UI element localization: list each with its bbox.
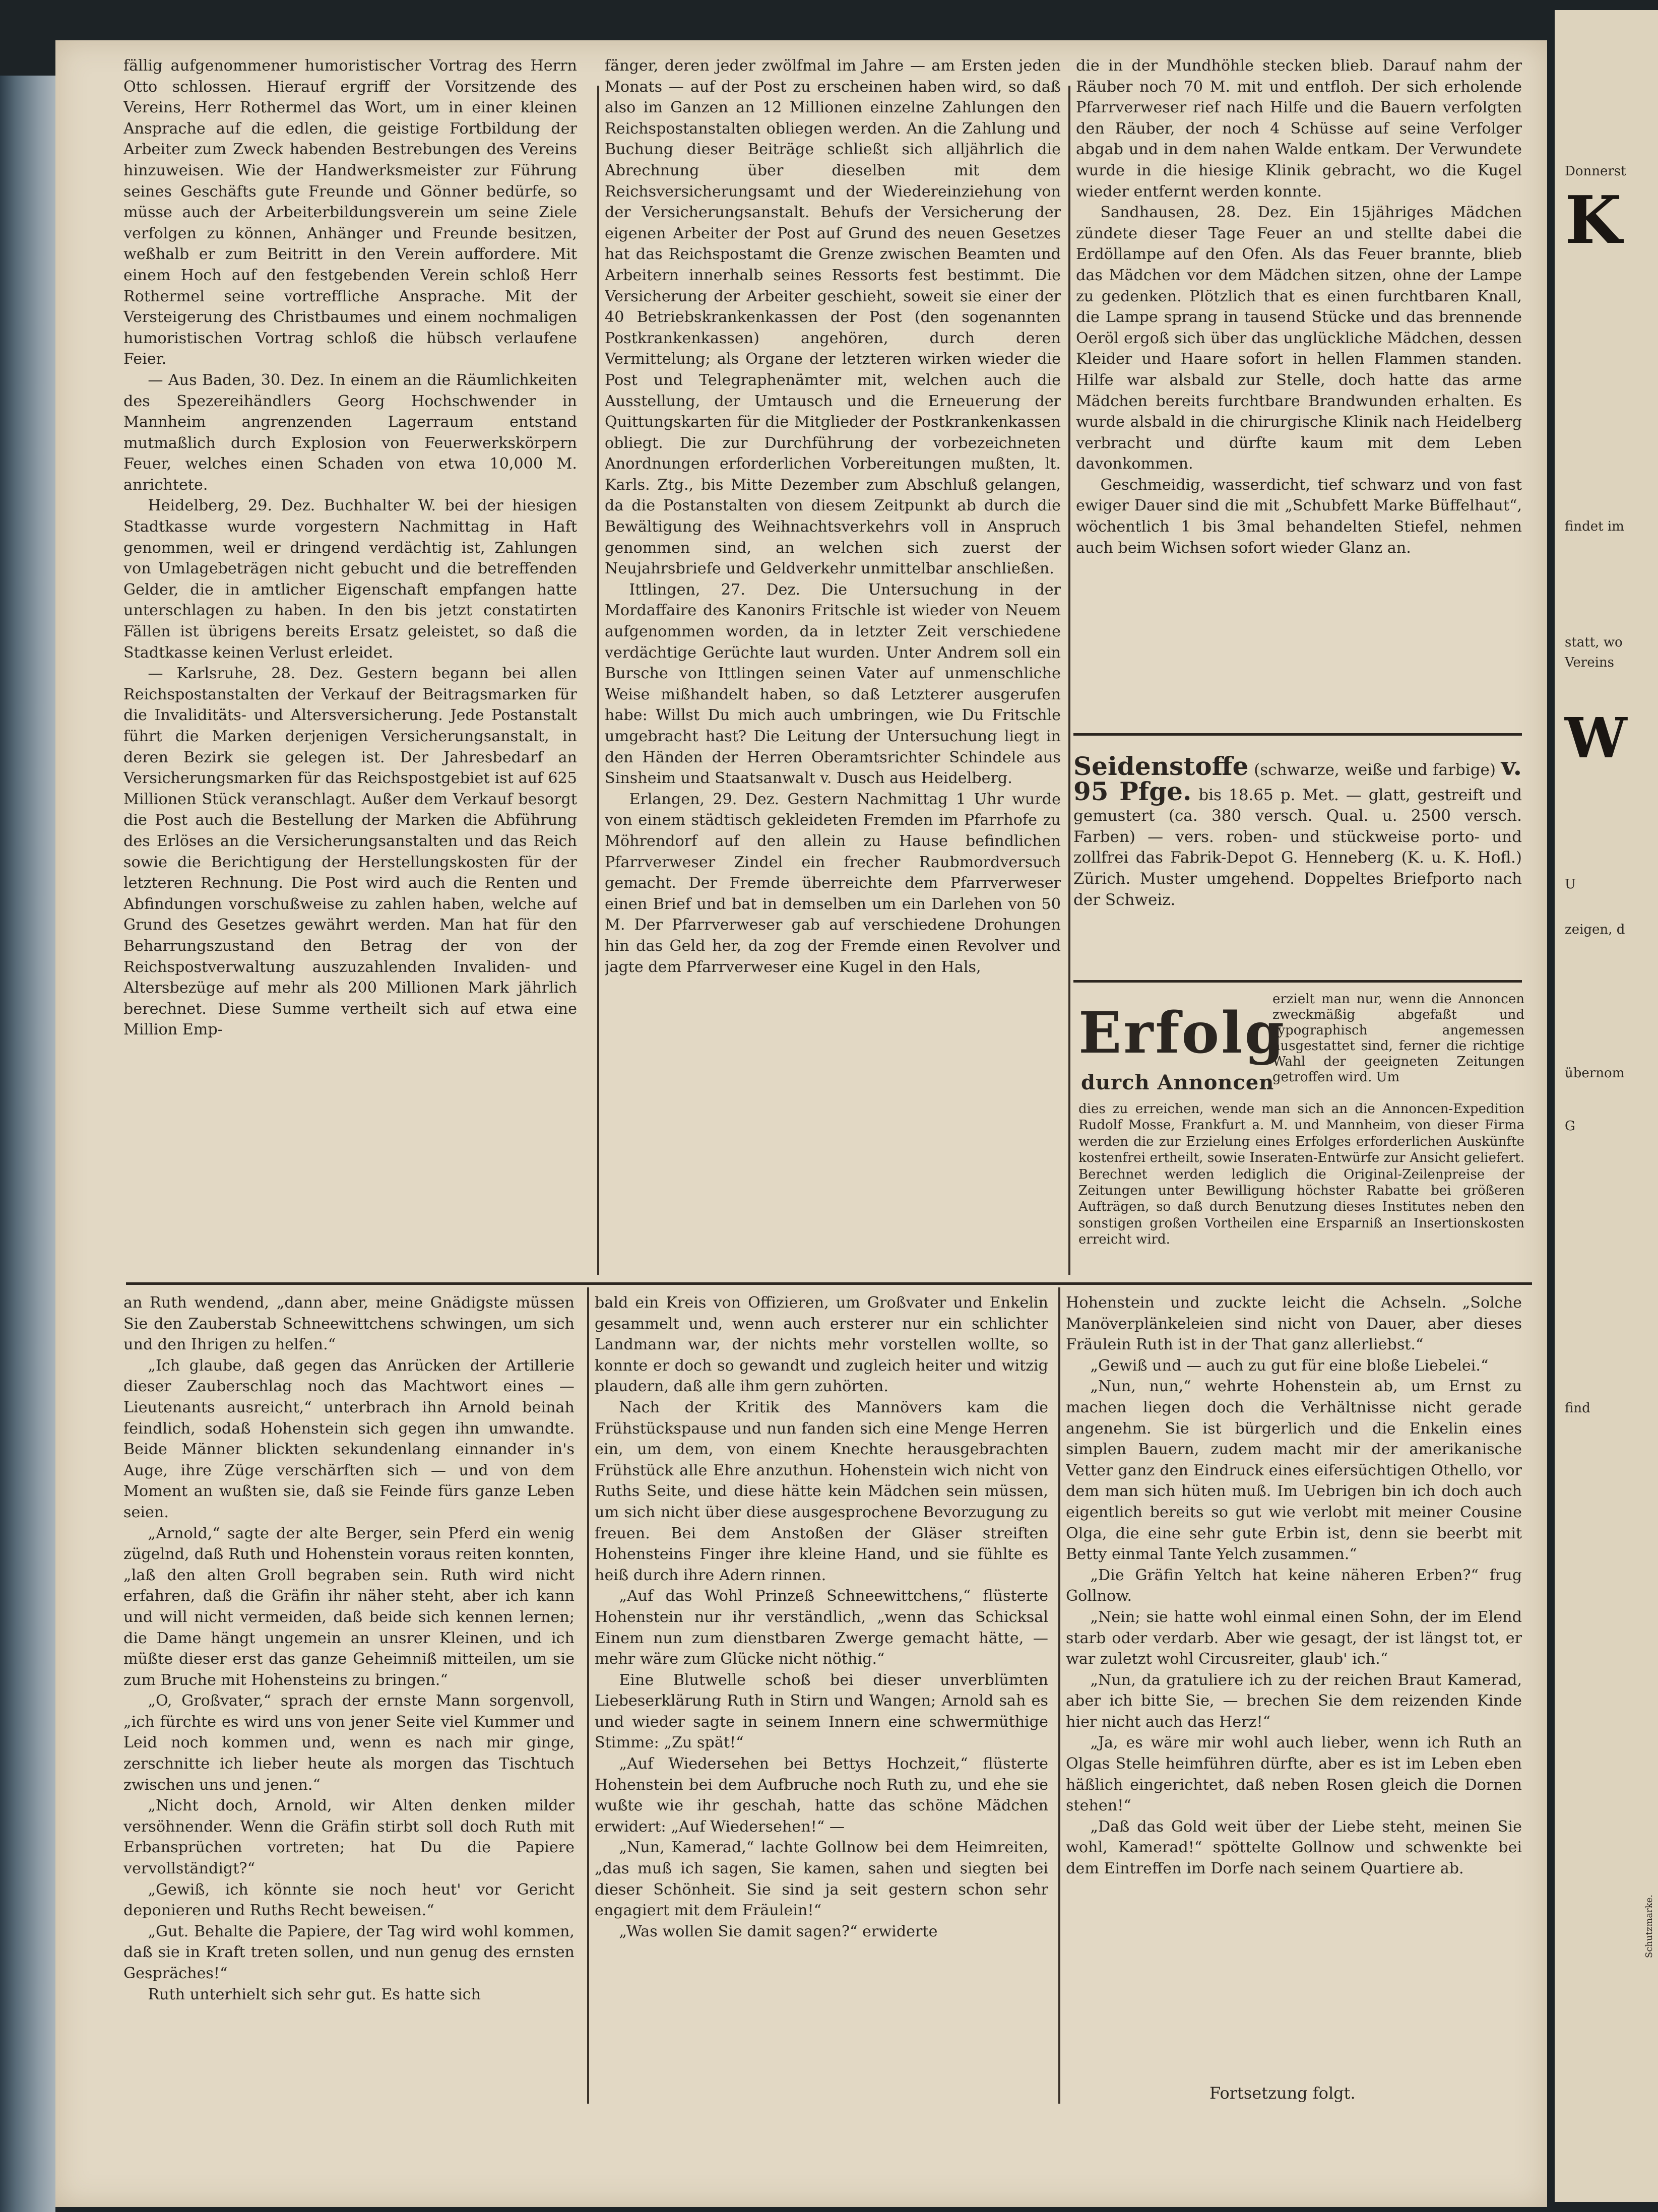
adjacent-page-fragment: U [1565,877,1576,892]
story-paragraph: bald ein Kreis von Offizieren, um Großvater und Enkelin gesammelt und, wenn auch ersterer nur ein schlichter Landmann war, der nichts mehr vorstellen wollte, so konnte er doch so gewandt und zugleich heiter und witzig plaudern, daß alle ihm gern zuhörten. [595,1294,1048,1396]
article-paragraph: — Aus Baden, 30. Dez. In einem an die Räumlichkeiten des Spezereihändlers Georg Hochschwender in Mannheim angrenzenden Lagerraum entstand mutmaßlich durch Explosion von Feuerwerkskörpern Feuer, welches einen Schaden von etwa 10,000 M. anrichtete. [123,371,577,494]
feuilleton-column-1 [123,1292,575,2109]
book-binding [0,76,55,2212]
story-paragraph: „Ich glaube, daß gegen das Anrücken der Artillerie dieser Zauberschlag noch das Machtwort eines — Lieutenants ausreicht,“ unterbrach ihn Arnold beinah feindlich, sodaß Hohenstein sich gegen ihn umwandte. Beide Männer blickten sekundenlang einnander in's Auge, ihre Züge verschärften sich — und von dem Moment an wußten sie, daß sie Feinde fürs ganze Leben seien. [123,1356,575,1521]
ad-title-note: (schwarze, weiße und farbige) [1254,761,1496,779]
story-paragraph: „Arnold,“ sagte der alte Berger, sein Pferd ein wenig zügelnd, daß Ruth und Hohenstein voraus reiten konnten, „laß den alten Groll begraben sein. Ruth wird nicht erfahren, daß die Gräfin ihr näher steht, aber ich kann und will nicht vermeiden, daß beide sich kennen lernen; die Dame hängt ungemein an unsrer Kleinen, und ich müßte dieser erst das ganze Geheimniß mitteilen, um sie zum Bruche mit Hohensteins zu bringen.“ [123,1524,575,1689]
story-paragraph: „Auf Wiedersehen bei Bettys Hochzeit,“ flüsterte Hohenstein bei dem Aufbruche noch Ruth zu, und ehe sie wußte wie ihr geschah, hatte das schöne Mädchen erwidert: „Auf Wiedersehen!“ — [595,1755,1048,1836]
story-paragraph: „Was wollen Sie damit sagen?“ erwiderte [619,1922,938,1940]
adjacent-page-fragment: find [1565,1401,1590,1416]
ad-erfolg-title: Erfolg [1078,1000,1287,1066]
story-paragraph: Hohenstein und zuckte leicht die Achseln. „Solche Manöverplänkeleien sind nicht von Dauer, aber dieses Fräulein Ruth ist in der That ganz allerliebst.“ [1066,1294,1522,1354]
article-paragraph: — Karlsruhe, 28. Dez. Gestern begann bei allen Reichspostanstalten der Verkauf der Beitragsmarken für die Invaliditäts- und Altersversicherung. Jede Postanstalt führt die Marken derjenigen Versicherungsanstalt, in deren Bezirk sie gelegen ist. Der Jahresbedarf an Versicherungsmarken für das Reichspostgebiet ist auf 625 Millionen Stück veranschlagt. Außer dem Verkauf besorgt die Post auch die Bestellung der Marken die Abführung des Erlöses an die Versicherungsanstalten und das Reich sowie die Berichtigung der Herstellungskosten für der letzteren Rechnung. Die Post wird auch die Renten und Abfindungen vorschußweise zu zahlen haben, welche auf Grund des Gesetzes gewährt werden. Man hat für den Beharrungszustand den Betrag der von der Reichspostverwaltung auszuzahlenden Invaliden- und Altersbezüge auf mehr als 200 Millionen Mark jährlich berechnet. Diese Summe vertheilt sich auf etwa eine Million Emp- [123,665,577,1039]
news-column-2 [605,55,1061,1280]
news-column-3 [1076,55,1522,726]
adjacent-page-fragment: übernom [1565,1066,1625,1081]
column-rule [597,86,599,1275]
article-paragraph: Heidelberg, 29. Dez. Buchhalter W. bei der hiesigen Stadtkasse wurde vorgestern Nachmittag in Haft genommen, weil er dringend verdächtig ist, Zahlungen von Umlagebeträgen nicht gebucht und die betreffenden Gelder, die in amtlicher Eigenschaft empfangen hatte unterschlagen zu haben. In den bis jetzt constatirten Fällen ist übrigens bereits Ersatz geleistet, so daß die Stadtkasse keinen Verlust erleidet. [123,497,577,662]
story-paragraph: „Nein; sie hatte wohl einmal einen Sohn, der im Elend starb oder verdarb. Aber wie gesagt, der ist längst tot, er war zuletzt wohl Circusreiter, glaub' ich.“ [1066,1608,1522,1668]
continuation-note: Fortsetzung folgt. [1209,2084,1356,2103]
story-paragraph: „Nun, da gratuliere ich zu der reichen Braut Kamerad, aber ich bitte Sie, — brechen Sie dem reizenden Kinde hier nicht auch das Herz!“ [1066,1671,1522,1731]
ad-erfolg-text: dies zu erreichen, wende man sich an die Annoncen-Expedition Rudolf Mosse, Frankfurt a. M. und Mannheim, von dieser Firma werden die zur Erzielung eines Erfolges erforderlichen Auskünfte kostenfrei ertheilt, sowie Inseraten-Entwürfe zur Ansicht geliefert. Berechnet werden lediglich die Original-Zeilenpreise der Zeitungen unter Bewilligung höchster Rabatte bei größeren Aufträgen, so daß durch Benutzung dieses Institutes neben den sonstigen großen Vortheilen eine Ersparniß an Insertionskosten erreicht wird. [1078,1101,1524,1248]
feuilleton-column-3 [1066,1292,1522,2068]
article-paragraph: Sandhausen, 28. Dez. Ein 15jähriges Mädchen zündete dieser Tage Feuer an und stellte dabei die Erdöllampe auf den Ofen. Als das Feuer brannte, blieb das Mädchen vor dem Mädchen sitzen, ohne der Lampe zu gedenken. Plötzlich that es einen furchtbaren Knall, die Lampe sprang in tausend Stücke und das brennende Oeröl ergoß sich über das unglückliche Mädchen, dessen Kleider und Haare sofort in hellen Flammen standen. Hilfe war alsbald zur Stelle, doch hatte das arme Mädchen bereits furchtbare Brandwunden erhalten. Es wurde alsbald in die chirurgische Klinik nach Heidelberg verbracht und dürfte kaum mit dem Leben davonkommen. [1076,204,1522,473]
advertisement-text: Geschmeidig, wasserdicht, tief schwarz und von fast ewiger Dauer sind die mit „Schubfett Marke Büffelhaut“, wöchentlich 1 bis 3mal behandelten Stiefel, nehmen auch beim Wichsen sofort wieder Glanz an. [1076,476,1522,557]
adjacent-page-fragment: Schutzmarke. [1644,1895,1654,1958]
story-paragraph: „Daß das Gold weit über der Liebe steht, meinen Sie wohl, Kamerad!“ spöttelte Gollnow und schwenkte bei dem Eintreffen im Dorfe nach seinem Quartiere ab. [1066,1817,1522,1878]
news-column-1 [123,55,577,1280]
article-paragraph: die in der Mundhöhle stecken blieb. Darauf nahm der Räuber noch 70 M. mit und entfloh. Der sich erholende Pfarrverweser rief nach Hilfe und die Bauern verfolgten den Räuber, der noch 4 Schüsse auf seine Verfolger abgab und in dem nahen Walde entkam. Der Verwundete wurde in die hiesige Klinik gebracht, wo die Kugel wieder entfernt werden konnte. [1076,57,1522,201]
story-paragraph: „Nicht doch, Arnold, wir Alten denken milder versöhnender. Wenn die Gräfin stirbt soll doch Ruth mit Erbansprüchen vortreten; hat Du die Papiere vervollständigt?“ [123,1797,575,1878]
story-paragraph: „Gewiß, ich könnte sie noch heut' vor Gericht deponieren und Ruths Recht beweisen.“ [123,1880,575,1920]
ad-erfolg-subtitle: durch Annoncen [1081,1071,1274,1094]
story-paragraph: „Gewiß und — auch zu gut für eine bloße Liebelei.“ [1090,1356,1489,1375]
adjacent-page-fragment: statt, wo [1565,635,1623,650]
adjacent-page-fragment: findet im [1565,519,1624,534]
ad-price: v. 95 Pfge. [1073,751,1522,806]
story-paragraph: „Auf das Wohl Prinzeß Schneewittchens,“ flüsterte Hohenstein nur ihr verständlich, „wenn das Schicksal Einem nun zum dienstbaren Zwerge gemacht hätte, — mehr wäre zum Glücke nicht nöthig.“ [595,1587,1048,1668]
story-paragraph: „Nun, nun,“ wehrte Hohenstein ab, um Ernst zu machen liegen doch die Verhältnisse nicht gerade angenehm. Sie ist bürgerlich und die Enkelin eines simplen Bauern, zudem macht mir der amerikanische Vetter ganz den Eindruck eines eifersüchtigen Othello, vor dem man sich hüten muß. Im Uebrigen bin ich doch auch eigentlich bereits so gut wie verlobt mit meiner Cousine Olga, die eine sehr gute Erbin ist, denn sie beerbt mit Betty einmal Tante Yelch zusammen.“ [1066,1378,1522,1564]
column-rule [1068,86,1070,1275]
ad-erfolg-text: erzielt man nur, wenn die Annoncen zweckmäßig abgefaßt und typographisch angemessen ausgestattet sind, ferner die richtige Wahl der geeigneten Zeitungen getroffen wird. Um [1272,992,1524,1085]
adjacent-page-letter: W [1565,705,1627,770]
story-paragraph: „O, Großvater,“ sprach der ernste Mann sorgenvoll, „ich fürchte es wird uns von jener Seite viel Kummer und Leid noch kommen und, wenn es nach mir ginge, zerschnitte ich lieber heute als morgen das Tischtuch zwischen uns und jenen.“ [123,1692,575,1794]
ad-separator [1073,980,1522,983]
article-paragraph: fänger, deren jeder zwölfmal im Jahre — am Ersten jeden Monats — auf der Post zu erscheinen haben wird, so daß also im Ganzen an 12 Millionen einzelne Zahlungen den Reichspostanstalten obliegen werden. An die Zahlung und Buchung dieser Beiträge schließt sich alljährlich die Abrechnung über dieselben mit dem Reichsversicherungsamt und der Wiedereinziehung von der Versicherungsanstalt. Behufs der Versicherung der eigenen Arbeiter der Post auf Grund des neuen Gesetzes hat das Reichspostamt die Grenze zwischen Beamten und Arbeitern innerhalb seines Ressorts fest bestimmt. Die Versicherung der Arbeiter geschieht, soweit sie einer der 40 Betriebskrankenkassen der Post (den sogenannten Postkrankenkassen) angehören, durch deren Vermittelung; als Organe der letzteren wirken wieder die Post und Telegraphenämter mit, welchen auch die Ausstellung, der Umtausch und die Erneuerung der Quittungskarten für die Mitglieder der Postkrankenkassen obliegt. Die zur Durchführung der vorbezeichneten Anordnungen erforderlichen Vorbereitungen mußten, lt. Karls. Ztg., bis Mitte Dezember zum Abschluß gelangen, da die Postanstalten von diesem Zeitpunkt ab durch die Bewältigung des Weihnachtsverkehrs voll in Anspruch genommen sind, an welchen sich zuerst der Neujahrsbriefe und Geldverkehr unmittelbar anschließen. [605,57,1061,578]
story-paragraph: „Ja, es wäre mir wohl auch lieber, wenn ich Ruth an Olgas Stelle heimführen dürfte, aber es ist im Leben eben häßlich eingerichtet, daß neben Rosen gleich die Dornen stehen!“ [1066,1734,1522,1815]
feuilleton-column-2 [595,1292,1048,2109]
ad-title: Seidenstoffe [1073,751,1249,781]
adjacent-page-fragment: Vereins [1565,655,1614,670]
column-rule [1058,1287,1060,2104]
story-paragraph: Ruth unterhielt sich sehr gut. Es hatte sich [148,1985,481,2003]
story-paragraph: „Die Gräfin Yeltch hat keine näheren Erben?“ frug Gollnow. [1066,1566,1522,1605]
adjacent-page-fragment: Donnerst [1565,164,1626,179]
adjacent-page-fragment: zeigen, d [1565,922,1625,937]
article-paragraph: Erlangen, 29. Dez. Gestern Nachmittag 1 Uhr wurde von einem städtisch gekleideten Fremden im Pfarrhofe zu Möhrendorf auf den allein zu Hause befindlichen Pfarrverweser Zindel ein frecher Raubmordversuch gemacht. Der Fremde überreichte dem Pfarrverweser einen Brief und bat in demselben um ein Darlehen von 50 M. Der Pfarrverweser gab auf verschiedene Drohungen hin das Geld her, da zog der Fremde einen Revolver und jagte dem Pfarrverweser eine Kugel in den Hals, [605,790,1061,976]
adjacent-page-fragment: G [1565,1119,1575,1134]
article-paragraph: fällig aufgenommener humoristischer Vortrag des Herrn Otto schlossen. Hierauf ergriff der Vorsitzende des Vereins, Herr Rothermel das Wort, um in einer kleinen Ansprache auf die edlen, die geistige Fortbildung der Arbeiter zum Zweck habenden Bestrebungen des Vereins hinzuweisen. Wie der Handwerksmeister zur Führung seines Geschäfts gute Freunde und Gönner bedürfe, so müsse auch der Arbeiterbildungsverein um seine Ziele verfolgen zu können, Anhänger und Freunde besitzen, weßhalb er zum Beitritt in den Verein auffordere. Mit einem Hoch auf den festgebenden Verein schloß Herr Rothermel seine vortreffliche Ansprache. Mit der Versteigerung des Christbaumes und einem nochmaligen humoristischen Vortrag schloß die hübsch verlaufene Feier. [123,57,577,368]
story-paragraph: „Gut. Behalte die Papiere, der Tag wird wohl kommen, daß sie in Kraft treten sollen, und nun genug des ernsten Gespräches!“ [123,1922,575,1982]
story-paragraph: an Ruth wendend, „dann aber, meine Gnädigste müssen Sie den Zauberstab Schneewittchens schwingen, um sich und den Ihrigen zu helfen.“ [123,1294,575,1354]
story-paragraph: Eine Blutwelle schoß bei dieser unverblümten Liebeserklärung Ruth in Stirn und Wangen; Arnold sah es und wieder sagte in seinem Innern eine schwermüthige Stimme: „Zu spät!“ [595,1671,1048,1752]
story-paragraph: „Nun, Kamerad,“ lachte Gollnow bei dem Heimreiten, „das muß ich sagen, Sie kamen, sahen und siegten bei dieser Schönheit. Sie sind ja seit gestern schon sehr engagiert mit dem Fräulein!“ [595,1839,1048,1920]
ad-separator [1073,733,1522,736]
silk-advertisement [1073,751,1522,910]
ad-text: bis 18.65 p. Met. — glatt, gestreift und gemustert (ca. 380 versch. Qual. u. 2500 versch. Farben) — vers. roben- und stückweise porto- und zollfrei das Fabrik-Depot G. Henneberg (K. u. K. Hofl.) Zürich. Muster umgehend. Doppeltes Briefporto nach der Schweiz. [1073,786,1522,909]
article-paragraph: Ittlingen, 27. Dez. Die Untersuchung in der Mordaffaire des Kanonirs Fritschle ist wieder von Neuem aufgenommen worden, da in letzter Zeit verschiedene verdächtige Gerüchte laut wurden. Unter Andrem soll ein Bursche von Ittlingen seinen Vater auf unmenschliche Weise mißhandelt haben, so daß Letzterer ausgerufen habe: Willst Du mich auch umbringen, wie Du Fritschle umgebracht hast? Die Leitung der Untersuchung liegt in den Händen der Herren Oberamtsrichter Schindele aus Sinsheim und Staatsanwalt v. Dusch aus Heidelberg. [605,580,1061,788]
story-paragraph: Nach der Kritik des Mannövers kam die Frühstückspause und nun fanden sich eine Menge Herren ein, um dem, von einem Knechte herausgebrachten Frühstück alle Ehre anzuthun. Hohenstein wich nicht von Ruths Seite, und diese hätte kein Mädchen sein müssen, um sich nicht über diese ausgesprochene Bevorzugung zu freuen. Bei dem Anstoßen der Gläser streiften Hohensteins Finger ihre kleine Hand, und sie fühlte es heiß durch ihre Adern rinnen. [595,1398,1048,1584]
column-rule [587,1287,589,2104]
adjacent-page-letter: K [1565,181,1622,258]
feuilleton-divider [126,1282,1532,1285]
adjacent-page-edge [1555,10,1658,2202]
